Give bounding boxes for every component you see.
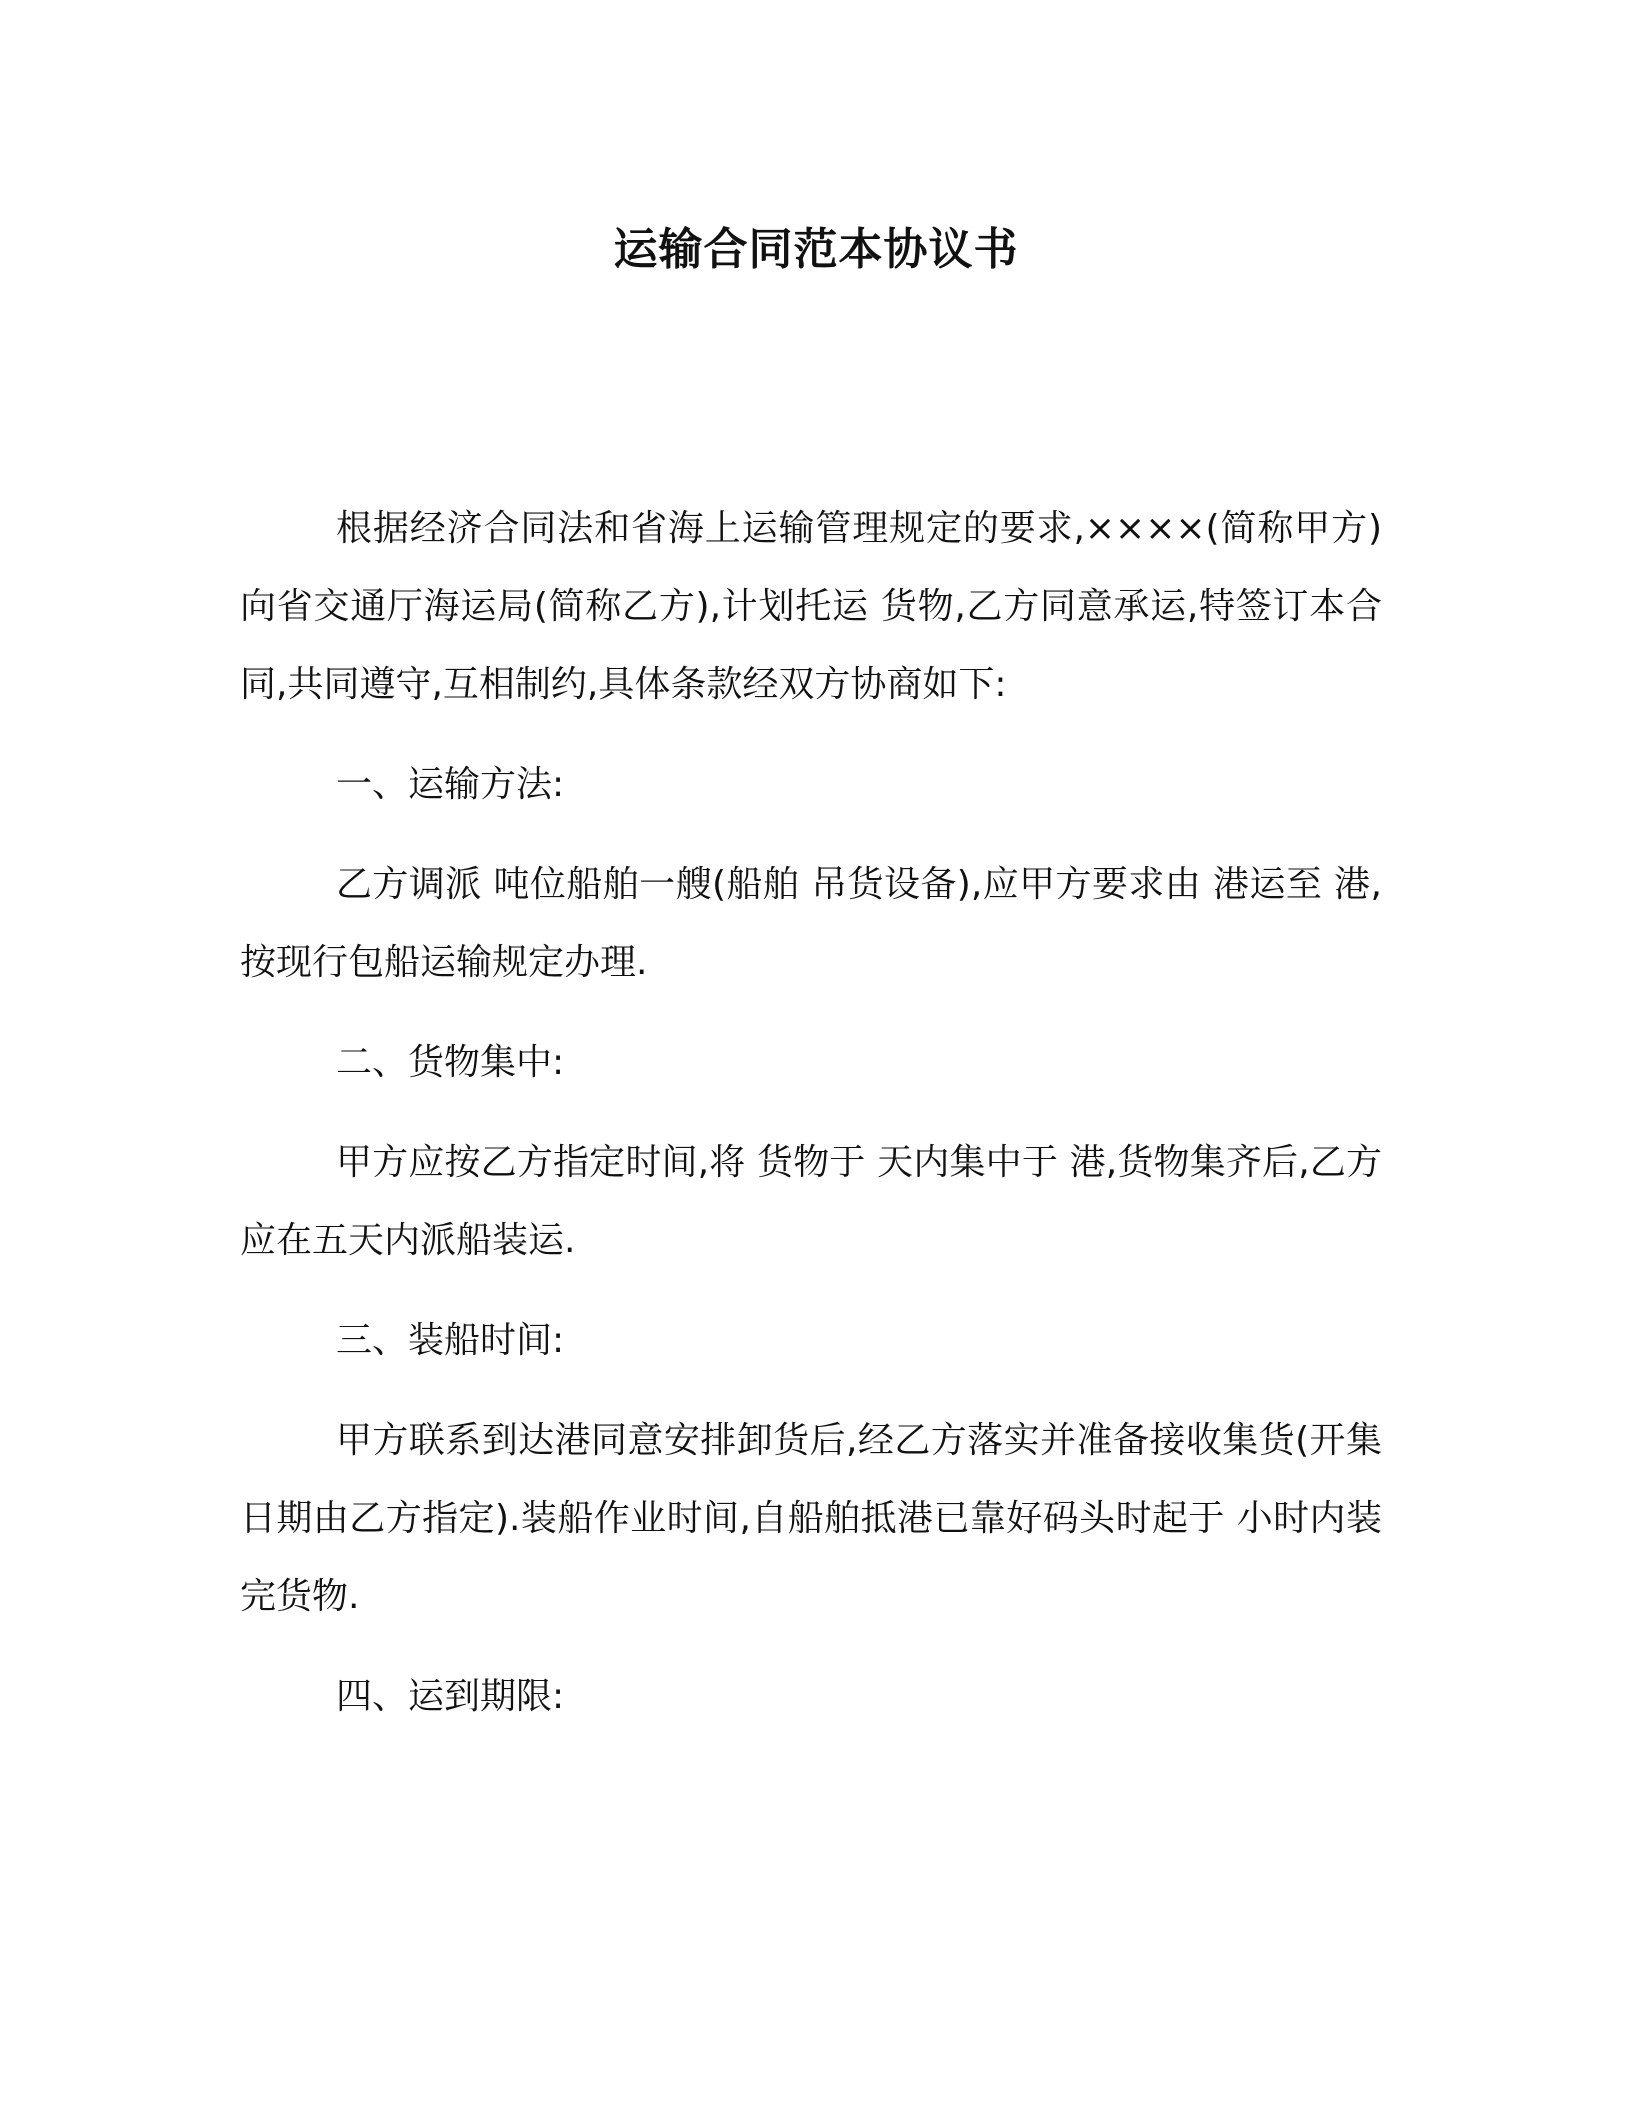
section-heading-3: 三、装船时间: <box>336 1320 565 1361</box>
section-content-3: 甲方联系到达港同意安排卸货后,经乙方落实并准备接收集货(开集日期由乙方指定).装船作业时间,自船舶抵港已靠好码头时起于 小时内装完货物. <box>240 1420 1382 1617</box>
intro-paragraph: 根据经济合同法和省海上运输管理规定的要求,××××(简称甲方)向省交通厅海运局(简称乙方),计划托运 货物,乙方同意承运,特签订本合同,共同遵守,互相制约,具体条款经双方协商如下: <box>240 508 1382 705</box>
section-heading-4: 四、运到期限: <box>336 1676 565 1717</box>
section-content-1: 乙方调派 吨位船舶一艘(船舶 吊货设备),应甲方要求由 港运至 港,按现行包船运输规定办理. <box>240 864 1382 983</box>
section-content-2: 甲方应按乙方指定时间,将 货物于 天内集中于 港,货物集齐后,乙方应在五天内派船装运. <box>240 1142 1382 1261</box>
document-title: 运输合同范本协议书 <box>613 224 1019 275</box>
document-body <box>240 490 1382 1758</box>
section-heading-1: 一、运输方法: <box>336 764 565 805</box>
section-heading-2: 二、货物集中: <box>336 1042 565 1083</box>
